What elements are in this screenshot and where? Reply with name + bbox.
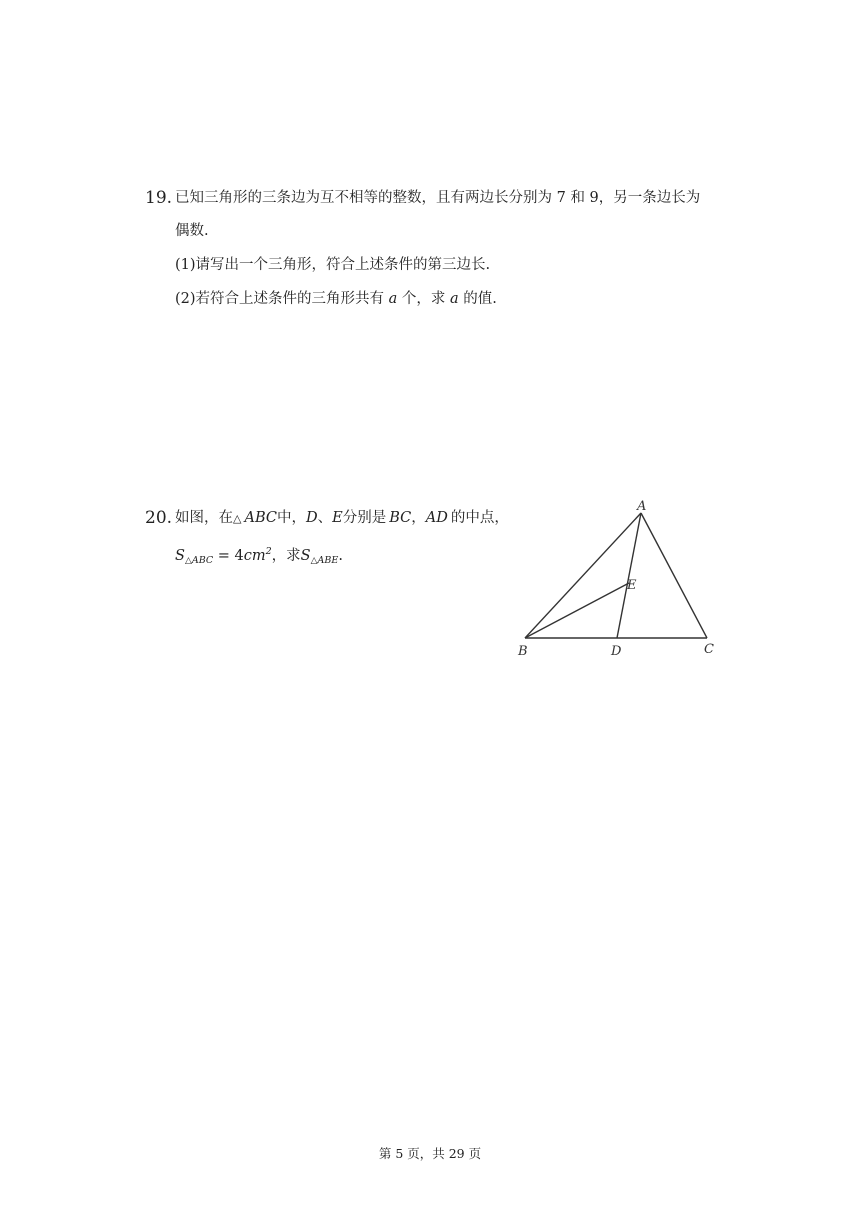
triangle-symbol: △: [184, 556, 192, 566]
variable-a: a: [388, 291, 398, 307]
triangle-figure: [510, 495, 725, 665]
page-footer: 第 5 页，共 29 页: [378, 1146, 482, 1161]
label-a: A: [637, 499, 647, 514]
q20-text: 分别是: [342, 510, 387, 526]
segment-ab: [525, 513, 641, 638]
question-19-stem-line1: 已知三角形的三条边为互不相等的整数，且有两边长分别为 7 和 9，另一条边长为: [175, 190, 701, 206]
subscript-abe: ABE: [317, 555, 339, 566]
label-b: B: [518, 644, 528, 659]
part2-text-c: 的值.: [458, 291, 497, 307]
question-19-part-2: [175, 288, 497, 310]
label-c: C: [704, 642, 714, 657]
segment-bc: BC: [389, 510, 412, 526]
triangle-symbol-2: △: [310, 556, 318, 566]
area-symbol: S: [175, 548, 185, 564]
q20-text: 、: [317, 510, 333, 526]
label-d: D: [611, 644, 622, 659]
q20-text: 中，: [276, 510, 306, 526]
triangle-abc: ABC: [244, 510, 277, 526]
question-20-number: 20.: [145, 508, 173, 528]
q20-text: 如图，在: [175, 510, 233, 526]
q20-text: .: [338, 548, 343, 564]
question-20-line2: [175, 541, 343, 572]
variable-a-2: a: [450, 291, 459, 307]
point-e: E: [332, 510, 343, 526]
segment-ad: [617, 513, 641, 638]
label-e: E: [627, 578, 637, 593]
q20-text: ，: [411, 510, 426, 526]
segment-be: [525, 583, 629, 638]
unit-exponent: 2: [265, 546, 272, 557]
q20-text: ，求: [271, 548, 301, 564]
segment-ac: [641, 513, 707, 638]
question-19-number: 19.: [145, 188, 173, 208]
part2-text-b: 个，求: [397, 291, 451, 307]
unit-cm: cm: [243, 548, 266, 564]
area-symbol-2: S: [300, 548, 311, 564]
question-20-line1: [175, 507, 509, 530]
segment-ad: AD: [425, 510, 448, 526]
question-19-part-1: (1)请写出一个三角形，符合上述条件的第三边长.: [175, 257, 491, 273]
triangle-diagram: [510, 495, 725, 665]
point-d: D: [305, 510, 318, 526]
q20-text: 的中点，: [450, 510, 509, 526]
part2-text-a: (2)若符合上述条件的三角形共有: [175, 291, 389, 307]
triangle-symbol: △: [233, 512, 242, 525]
question-19-stem-line2: 偶数.: [175, 223, 209, 239]
subscript-abc: ABC: [191, 555, 214, 566]
equals-value: = 4: [213, 548, 244, 564]
